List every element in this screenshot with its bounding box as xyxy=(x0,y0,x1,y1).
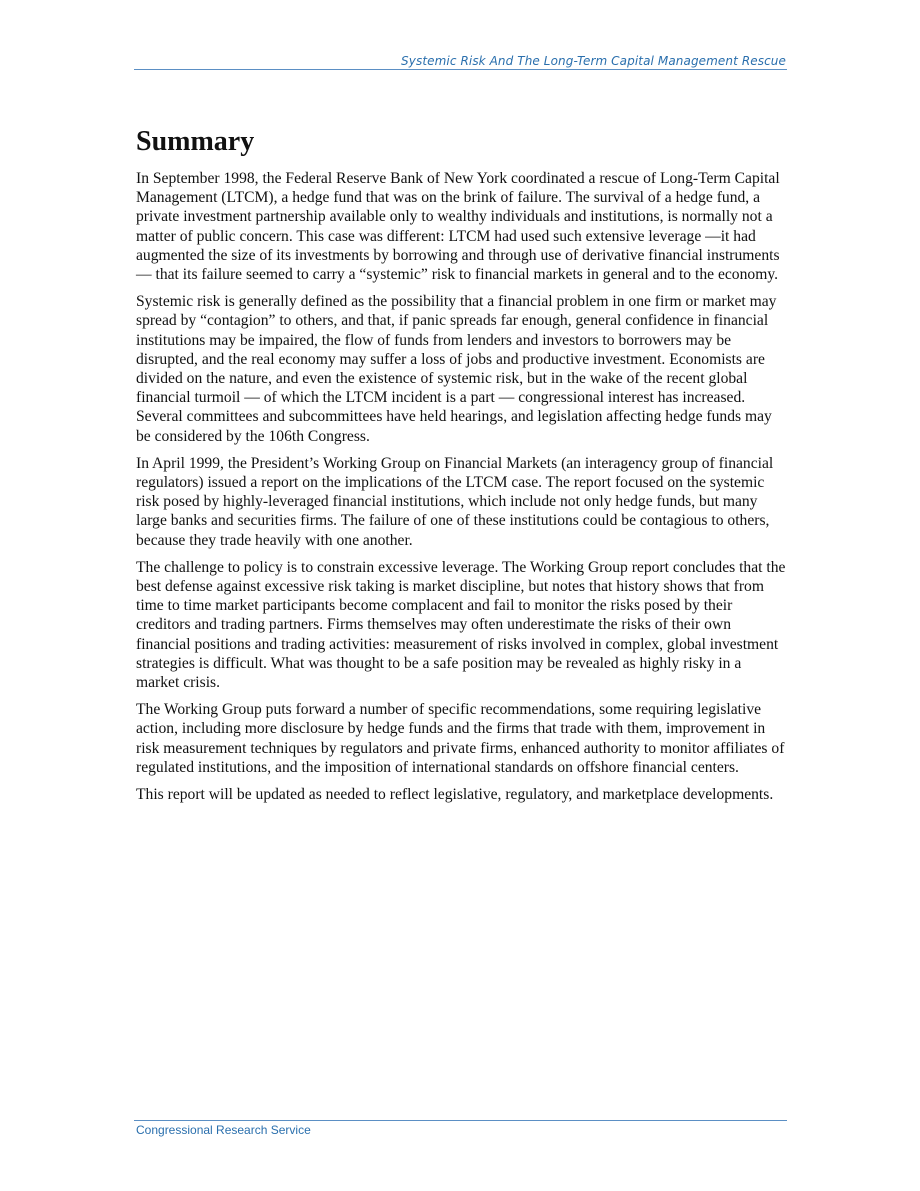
summary-paragraph-3: In April 1999, the President’s Working Group on Financial Markets (an interagency group of financial regulators) issued a report on the implications of the LTCM case. The report focused on the systemic risk posed by highly-leveraged financial institutions, which include not only hedge funds, but many large banks and securities firms. The failure of one of these institutions could be contagious to others, because they trade heavily with one another. xyxy=(136,454,774,549)
summary-paragraph-2: Systemic risk is generally defined as the possibility that a financial problem in one firm or market may spread by “contagion” to others, and that, if panic spreads far enough, general confidence in financial institutions may be impaired, the flow of funds from lenders and investors to borrowers may be disrupted, and the real economy may suffer a loss of jobs and productive investment. Economists are divided on the nature, and even the existence of systemic risk, but in the wake of the recent global financial turmoil — of which the LTCM incident is a part — congressional interest has increased. Several committees and subcommittees have held hearings, and legislation affecting hedge funds may be considered by the 106th Congress. xyxy=(136,293,777,445)
summary-paragraph-6: This report will be updated as needed to reflect legislative, regulatory, and marketplace developments. xyxy=(136,786,774,804)
summary-paragraph-5: The Working Group puts forward a number of specific recommendations, some requiring legislative action, including more disclosure by hedge funds and the firms that trade with them, improvement in risk measurement techniques by regulators and private firms, enhanced authority to monitor affiliates of regulated institutions, and the imposition of international standards on offshore financial centers. xyxy=(136,701,785,776)
footer-divider xyxy=(134,1120,787,1121)
main-content xyxy=(136,125,788,812)
summary-paragraph-1: In September 1998, the Federal Reserve Bank of New York coordinated a rescue of Long-Term Capital Management (LTCM), a hedge fund that was on the brink of failure. The survival of a hedge fund, a private investment partnership available only to wealthy individuals and institutions, is normally not a matter of public concern. This case was different: LTCM had used such extensive leverage —it had augmented the size of its investments by borrowing and through use of derivative financial instruments — that its failure seemed to carry a “systemic” risk to financial markets in general and to the economy. xyxy=(136,170,780,284)
running-header-title: Systemic Risk And The Long-Term Capital Management Rescue xyxy=(401,54,786,68)
footer-source: Congressional Research Service xyxy=(136,1123,311,1137)
section-heading: Summary xyxy=(136,126,255,157)
summary-paragraph-4: The challenge to policy is to constrain excessive leverage. The Working Group report concludes that the best defense against excessive risk taking is market discipline, but notes that history shows that from time to time market participants become complacent and fail to monitor the risks posed by their creditors and trading partners. Firms themselves may often underestimate the risks of their own financial positions and trading activities: measurement of risks involved in complex, global investment strategies is difficult. What was thought to be a safe position may be revealed as highly risky in a market crisis. xyxy=(136,558,786,692)
header-divider xyxy=(134,69,787,70)
